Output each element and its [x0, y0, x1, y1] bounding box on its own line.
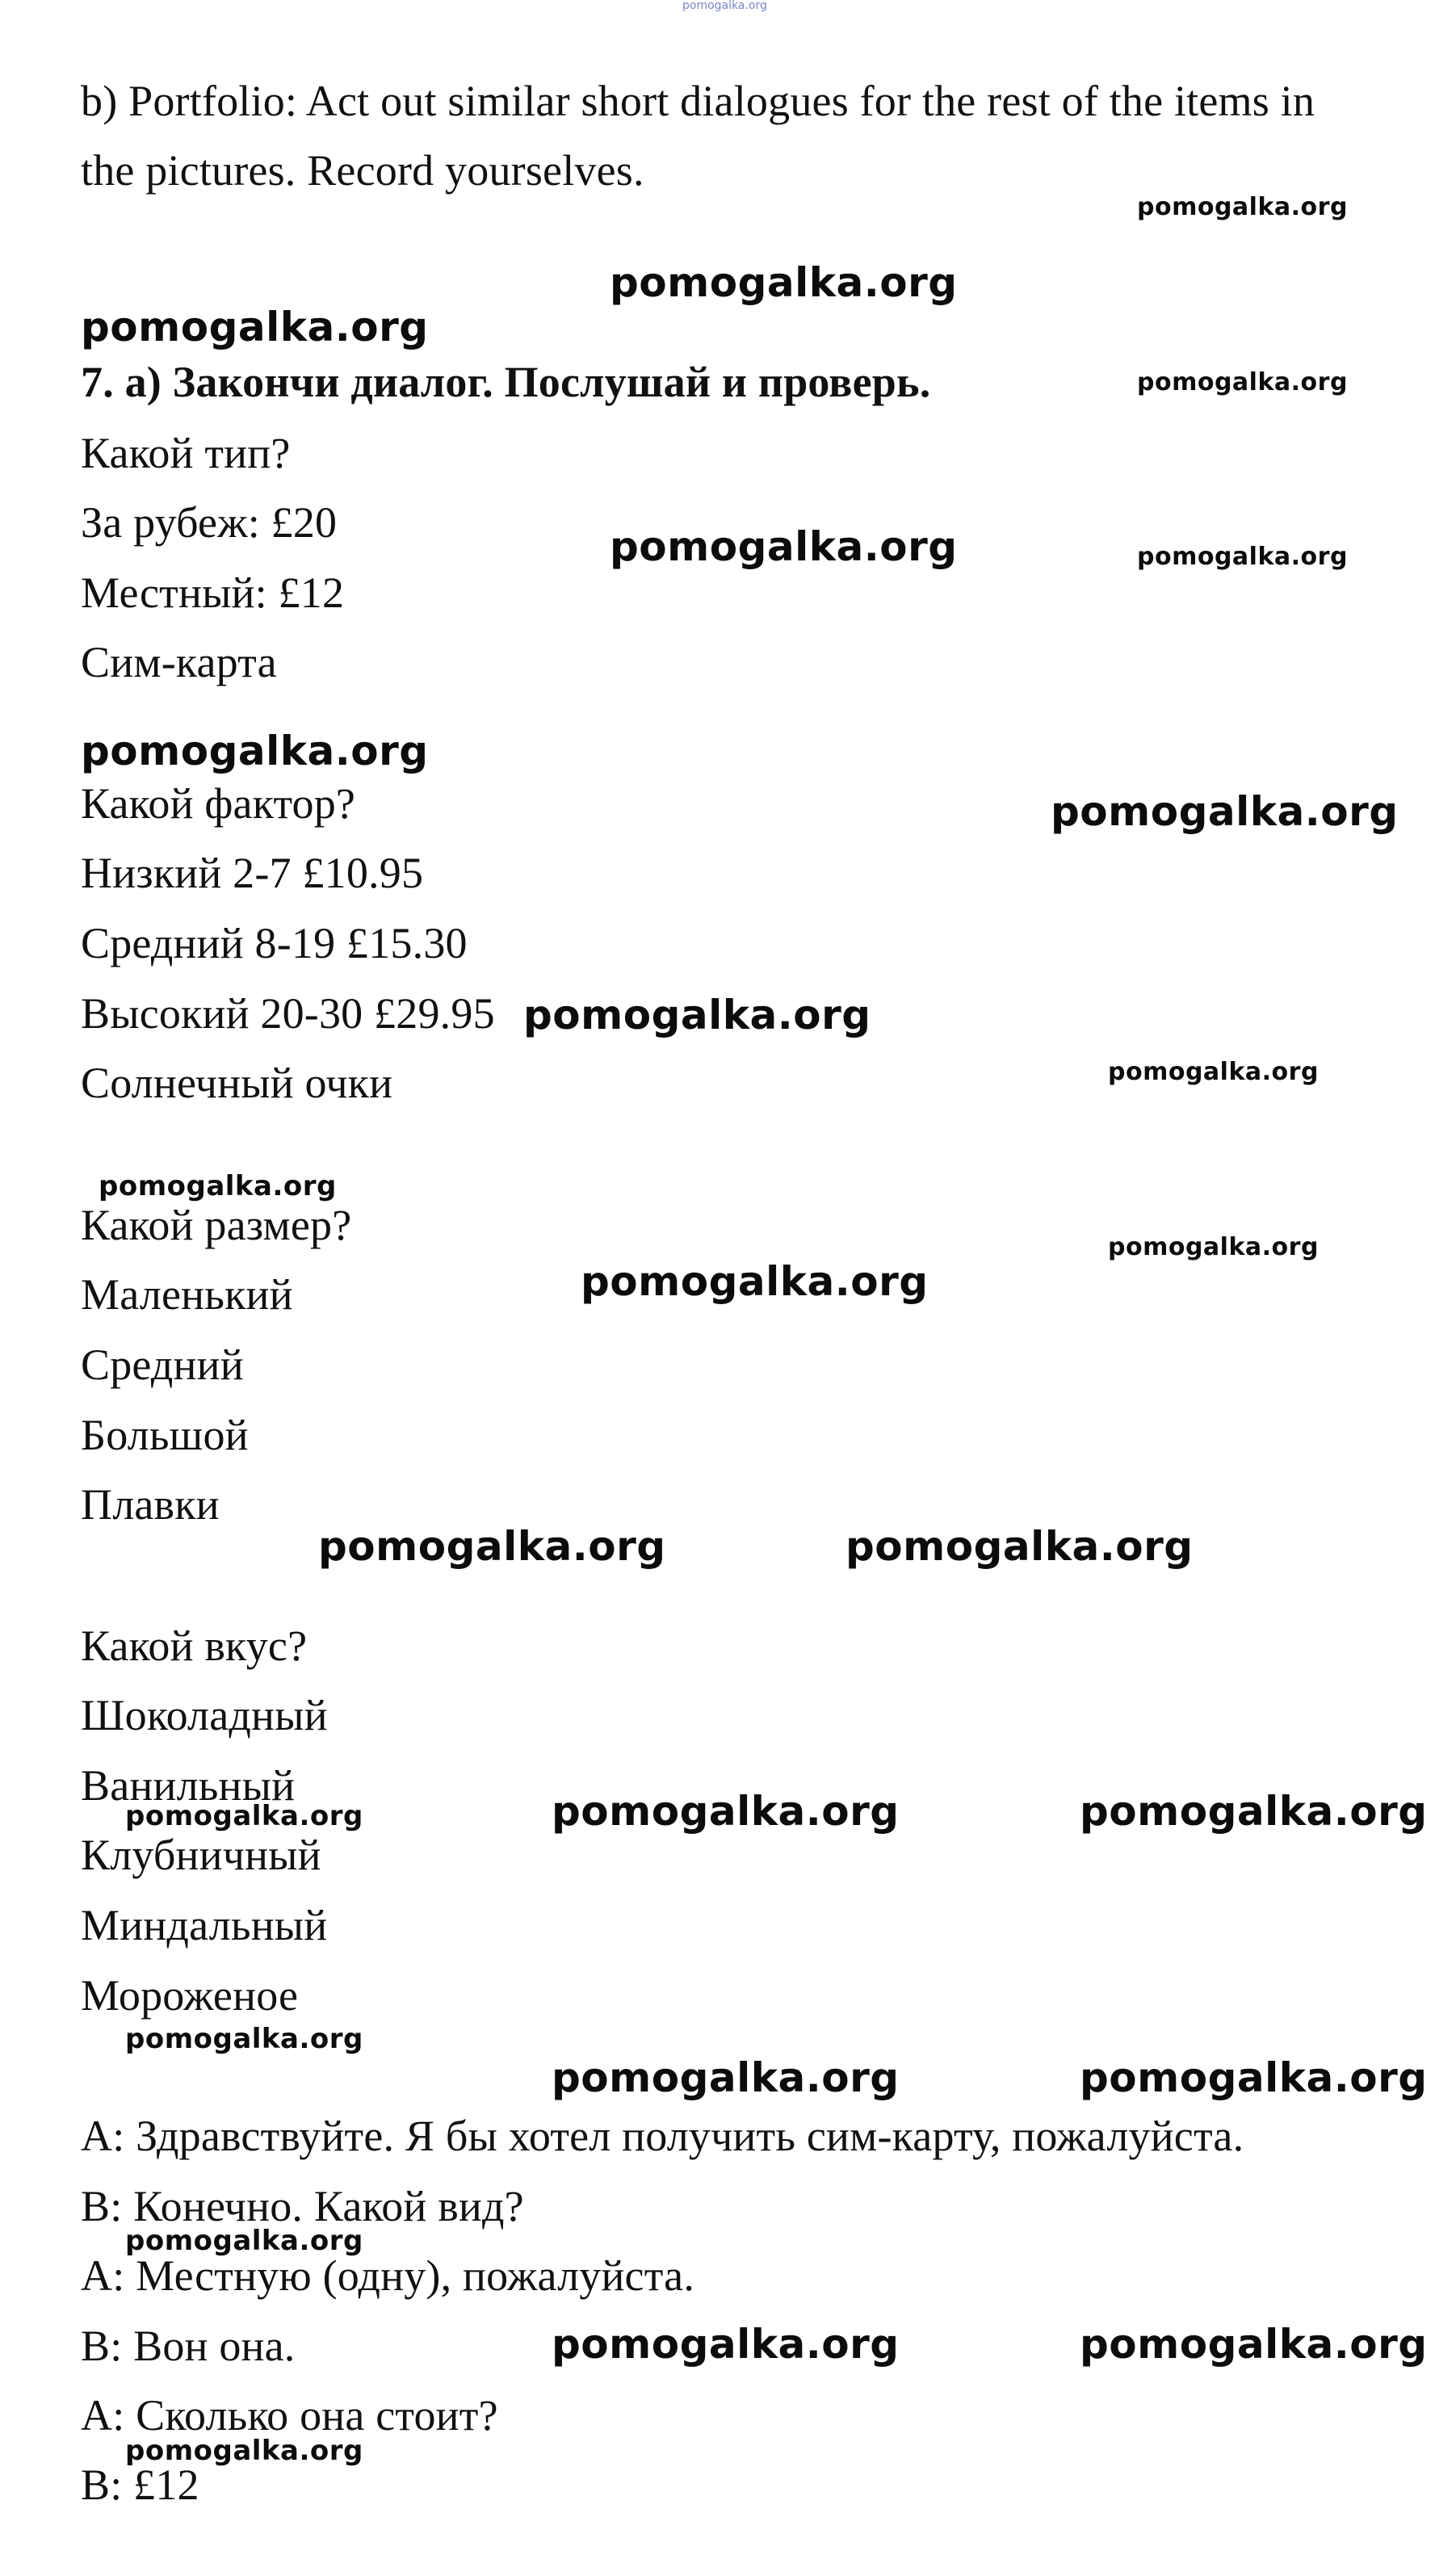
sunglasses-item-label: Солнечный очки: [81, 1059, 393, 1107]
dialogue-line: А: Сколько она стоит?: [81, 2391, 498, 2440]
watermark: pomogalka.org: [81, 728, 429, 774]
watermark: pomogalka.org: [81, 304, 429, 350]
watermark: pomogalka.org: [610, 259, 958, 306]
task-b-line-1: b) Portfolio: Act out similar short dialogues for the rest of the items in: [81, 77, 1315, 125]
sunglasses-option-high: Высокий 20-30 £29.95: [81, 989, 495, 1038]
watermark: pomogalka.org: [125, 2225, 363, 2257]
task-b-line-2: the pictures. Record yourselves.: [81, 146, 644, 195]
watermark: pomogalka.org: [610, 523, 958, 570]
watermark: pomogalka.org: [125, 2435, 363, 2467]
ice-cream-item-label: Мороженое: [81, 1971, 299, 2020]
swimsuit-option-small: Маленький: [81, 1270, 293, 1319]
sim-option-local: Местный: £12: [81, 568, 345, 617]
watermark: pomogalka.org: [1108, 1233, 1319, 1261]
watermark: pomogalka.org: [523, 992, 871, 1038]
ice-cream-option-chocolate: Шоколадный: [81, 1691, 328, 1739]
swimsuit-item-label: Плавки: [81, 1480, 220, 1529]
watermark: pomogalka.org: [99, 1170, 337, 1202]
sunglasses-option-medium: Средний 8-19 £15.30: [81, 919, 468, 967]
watermark: pomogalka.org: [125, 1800, 363, 1832]
watermark: pomogalka.org: [1108, 1058, 1319, 1086]
watermark: pomogalka.org: [1080, 1788, 1428, 1835]
ice-cream-question: Какой вкус?: [81, 1622, 308, 1670]
ice-cream-option-strawberry: Клубничный: [81, 1831, 321, 1879]
watermark: pomogalka.org: [318, 1523, 666, 1570]
dialogue-line: В: Вон она.: [81, 2322, 296, 2370]
swimsuit-option-large: Большой: [81, 1411, 249, 1459]
watermark: pomogalka.org: [1137, 368, 1348, 396]
watermark: pomogalka.org: [1080, 2321, 1428, 2368]
watermark: pomogalka.org: [1137, 543, 1348, 571]
ice-cream-option-vanilla: Ванильный: [81, 1761, 296, 1810]
sunglasses-question: Какой фактор?: [81, 779, 356, 828]
header-watermark: pomogalka.org: [682, 0, 767, 12]
sim-item-label: Сим-карта: [81, 638, 277, 686]
watermark: pomogalka.org: [581, 1258, 929, 1305]
watermark: pomogalka.org: [1080, 2054, 1428, 2101]
swimsuit-question: Какой размер?: [81, 1201, 352, 1249]
dialogue-line: В: £12: [81, 2461, 199, 2509]
dialogue-line: В: Конечно. Какой вид?: [81, 2182, 524, 2230]
watermark: pomogalka.org: [552, 2054, 900, 2101]
watermark: pomogalka.org: [845, 1523, 1194, 1570]
sim-question: Какой тип?: [81, 429, 291, 477]
watermark: pomogalka.org: [552, 1788, 900, 1835]
sunglasses-option-low: Низкий 2-7 £10.95: [81, 849, 424, 897]
watermark: pomogalka.org: [552, 2321, 900, 2368]
ice-cream-option-almond: Миндальный: [81, 1901, 328, 1949]
swimsuit-option-medium: Средний: [81, 1340, 244, 1389]
watermark: pomogalka.org: [125, 2023, 363, 2055]
dialogue-line: А: Здравствуйте. Я бы хотел получить сим-карту, пожалуйста.: [81, 2112, 1244, 2160]
sim-option-abroad: За рубеж: £20: [81, 498, 338, 547]
task-7-heading: 7. а) Закончи диалог. Послушай и проверь.: [81, 358, 931, 406]
dialogue-line: А: Местную (одну), пожалуйста.: [81, 2251, 695, 2300]
watermark: pomogalka.org: [1051, 788, 1399, 835]
watermark: pomogalka.org: [1137, 193, 1348, 221]
